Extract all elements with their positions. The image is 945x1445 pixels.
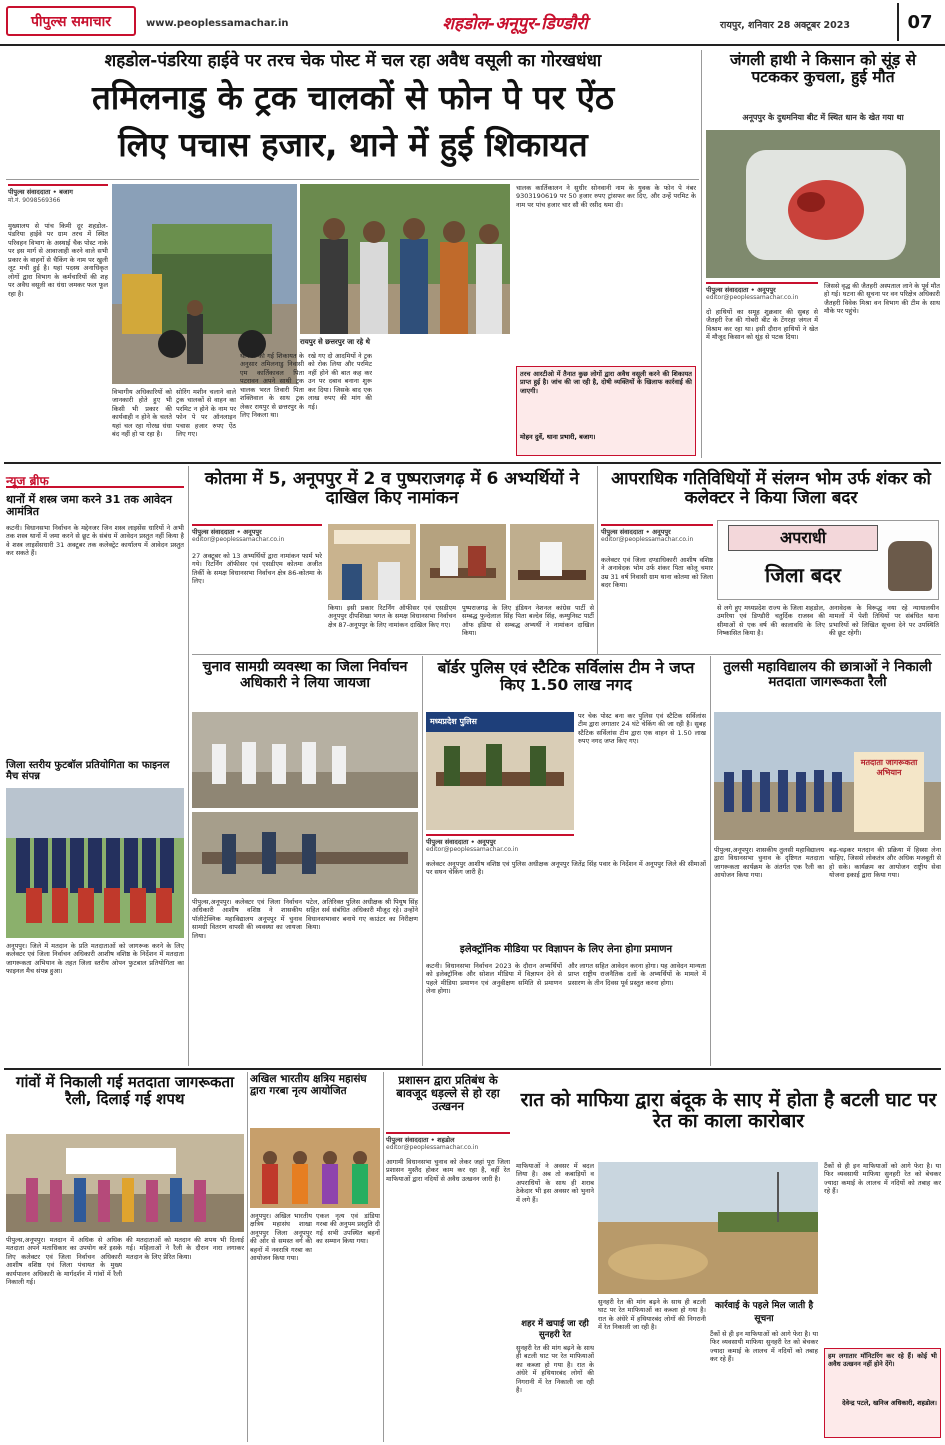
section-rule-2 (192, 654, 941, 655)
border-col-2: कलेक्टर अनूपपुर आशीष वशिष्ठ एवं पुलिस अधीक्षक अनूपपुर जितेंद्र सिंह पवार के निर्देशन में अनूपपुर जिले की सीमाओं पर सघन चेकिंग जारी है। (426, 860, 706, 877)
sand-col-3: टैंकों से ही इन माफियाओं को आगे फेरा है। या फिर व्यवसायी माफिया सुनहरी रेत को बेचकर ज्यादा कमाई के लालच में नदियों को तबाह कर रहे हैं। (710, 1330, 818, 1364)
nomination-office-illustration-3 (510, 524, 594, 600)
lead-col-1: मुख्यालय से पांच किमी दूर शहडोल-पंडरिया हाईवे पर ग्राम तरच में स्थित परिवहन विभाग के अस्थाई चैक पोस्ट नाके पर इस मार्ग से आवाजाही करने वाले सभी प्रकार के वाहनों से चैकिंग के नाम पर खुली लूट मची हुई है। यहां पदस्थ अनाधिकृत लोगों द्वारा विभाग के कर्मचारियों की शह पर अवैध वसूली का धंधा जमकर फल फूल रहा है। (8, 222, 108, 298)
page-number (897, 3, 941, 41)
lead-col-2: विभागीय अधिकारियों को जानकारी होते हुए भी किसी भी प्रकार की कार्यवाही न होने के चलते यहां चल रहा गोरख धंधा बंद नहीं हो पा रहा है। (112, 388, 172, 439)
prashasan-headline: प्रशासन द्वारा प्रतिबंध के बावजूद धड़ल्ले से हो रहा उत्खनन (396, 1073, 500, 1113)
sand-col-2: टैंकों से ही इन माफियाओं को आगे फेरा है। या फिर व्यवसायी माफिया सुनहरी रेत को बेचकर ज्यादा कमाई के लालच में नदियों को तबाह कर रहे हैं। (824, 1162, 941, 1196)
sand-ghat-illustration (598, 1162, 818, 1294)
jila-badar-sign-bottom (728, 561, 878, 595)
lead-kicker: शहडोल-पंडरिया हाईवे पर तरच चेक पोस्ट में चल रहा अवैध वसूली का गोरखधंधा (104, 51, 602, 71)
electronic-col-1: कटनी। विधानसभा निर्वाचन 2023 के दौरान अभ्यर्थियों को इलेक्ट्रॉनिक और सोशल मीडिया में विज्ञापन देने से पहले मीडिया प्रमाणन एवं अनुवीक्षण समिति से प्रमाणन लेना होगा। (426, 962, 562, 996)
elephant-col-2: जिससे वृद्ध की जैतहरी अस्पताल लाने के पूर्व मौत हो गई। घटना की सूचना पर वन परिक्षेत्र अधिकारी जैतहरी विवेक मिश्रा वन विभाग की टीम के साथ मौके पर पहुंचे। (824, 282, 940, 316)
sand-subhead-1: शहर में खपाई जा रही सुनहरी रेत (521, 1319, 589, 1340)
gaon-headline: गांवों में निकाली गई मतदाता जागरूकता रैली, दिलाई गई शपथ (16, 1073, 234, 1108)
elephant-email: editor@peoplessamachar.co.in (706, 294, 799, 301)
lead-rule (6, 179, 699, 180)
badmash-byline-text: पीपुल्स संवाददाता • अनूपपुर (601, 528, 671, 536)
garba-illustration (250, 1128, 380, 1208)
prashasan-byline (386, 1132, 510, 1151)
border-photo (426, 712, 574, 830)
material-inspection-illustration-1 (192, 712, 418, 808)
lead-byline-text: पीपुल्स संवाददाता • बजाग (8, 188, 73, 196)
sign-jila-badar-text: जिला बदर (765, 563, 841, 587)
logo-text: पीपुल्स समाचार (30, 13, 112, 30)
lead-col-3: सोरिंग मशीन चलाने वाले ट्रक चालकों से वाहन का परमिट न होने के नाम पर फोन पे पर ऑनलाइन पचास हजार रुपए ऐंठ लिए गए। (176, 388, 236, 439)
prashasan-col-2: माफियाओं ने अवसर में बदल लिया है। अब तो कबाड़ियों व अपराधियों के साथ ही शराब ठेकेदार भी इस अवसर को भुनाने में लगे हैं। (516, 1162, 594, 1204)
football-team-photo (6, 788, 184, 938)
men-illustration (300, 184, 510, 334)
sign-apradhi-text: अपराधी (780, 528, 826, 547)
brief-divider (188, 466, 189, 1066)
col-divider-right (701, 50, 702, 458)
sand-headline: रात को माफिया द्वारा बंदूक के साए में होता है बटली घाट पर रेत का काला कारोबार (520, 1089, 937, 1133)
tulsi-col-1: पीपुल्स,अनूपपुर। शासकीय तुलसी महाविद्यालय द्वारा विधानसभा चुनाव के दृष्टिगत मतदाता जागरूकता कार्यक्रम के अंतर्गत एक रैली का आयोजन किया गया। (714, 846, 824, 880)
border-email: editor@peoplessamachar.co.in (426, 846, 519, 853)
masthead-logo (6, 6, 136, 36)
news-brief-label (6, 470, 184, 488)
dateline: रायपुर, शनिवार 28 अक्टूबर 2023 (720, 20, 850, 31)
brief-1-body: कटनी। विधानसभा निर्वाचन के मद्देनजर जिन शस्त्र लाइसेंस धारियों ने अभी तक शस्त्र थानों में जमा करने से छूट के संबंध में आवेदन प्रस्तुत नहीं किया है वे शस्त्र लाइसेंसधारी 31 अक्टूबर तक कलेक्ट्रेट कार्यालय में आवेदन प्रस्तुत कर सकते हैं। (6, 524, 184, 558)
nomination-photo-3 (510, 524, 594, 600)
nomination-headline: कोतमा में 5, अनूपपुर में 2 व पुष्पराजगढ़ में 6 अभ्यर्थियों ने दाखिल किए नामांकन (204, 469, 580, 509)
nomination-email: editor@peoplessamachar.co.in (192, 536, 285, 543)
website: www.peoplessamachar.in (146, 18, 289, 29)
brief-2-headline: जिला स्तरीय फुटबॉल प्रतियोगिता का फाइनल मैच संपन्न (6, 760, 170, 783)
sand-col-1: सुनहरी रेत की मांग बढ़ने के साथ ही बटली घाट पर रेत माफियाओं का कब्जा हो गया है। रात के अंधेरे में हथियारबंद लोगों की निगरानी में रेत निकाली जा रही है। (516, 1344, 594, 1395)
badmash-headline: आपराधिक गतिविधियों में संलग्न भोम उर्फ शंकर को कलेक्टर ने किया जिला बदर (611, 469, 931, 509)
brief-2-body: अनूपपुर। जिले में मतदान के प्रति मतदाताओं को जागरूक करने के लिए कलेक्टर एवं जिला निर्वाचन अधिकारी आशीष वशिष्ठ के निर्देशन में मतदाता जागरूकता अभियान के तहत जिला स्तरीय ओपन फुटबाल प्रतियोगिता का फाइनल मैच संपन्न हुआ। (6, 942, 184, 976)
garba-headline: अखिल भारतीय क्षत्रिय महासंघ द्वारा गरबा नृत्य आयोजित (250, 1073, 367, 1097)
prashasan-col-1: आगामी विधानसभा चुनाव को लेकर जहां पूरा जिला प्रशासन मुस्तैद होकर काम कर रहा है, वहीं रेत माफियाओं द्वारा नदियों से अवैध उत्खनन जारी है। (386, 1158, 510, 1183)
lead-quote: तरच आरटीओ में तैनात कुछ लोगों द्वारा अवैध वसूली करने की शिकायत प्राप्त हुई है। जांच की जा रही है, दोषी व्यक्तियों के खिलाफ कार्रवाई की जाएगी। (520, 370, 692, 395)
badmash-col-2: से लगे हुए मध्यप्रदेश राज्य के जिला शहडोल, उमरिया एवं डिण्डौरी चतुर्दिक राजस्व की सीमाओं से एक वर्ष की कालावधि के लिए निष्कासित किया है। (717, 604, 825, 638)
garba-col-1: अनूपपुर। अखिल भारतीय क्षत्रिय महासंघ शाखा अनूपपुर जिला अनूपपुर की ओर से समस्त वर्ग की बहनों में नवरात्रि गरबा का आयोजन किया गया। (250, 1212, 312, 1263)
jila-badar-sign-top (728, 525, 878, 551)
section-text: शहडोल-अनूपुर-डिण्डौरी (442, 13, 588, 34)
lead-col-6: चालक कार्तिकालन ने सुधीर सोनवानी नाम के युवक के फोन पे नंबर 9303190619 पर 50 हजार रुपए ट्रांसफर कर दिए, और उन्हें परमिट के नाम पर पांच हजार चार सौ की रसीद थमा दी। (516, 184, 696, 209)
lead-col-5: रखे गए दो आदमियों ने ट्रक को रोक लिया और परमिट नहीं होने की बात कह कर उन पर दबाव बनाना शुरू कर दिया। जिसके बाद एक लाख रुपए की मांग की गई। (308, 352, 372, 411)
sand-quote-author: देवेन्द्र पटले, खनिज अधिकारी, शहडोल। (842, 1399, 937, 1407)
nomination-office-illustration-1 (328, 524, 416, 600)
lead-photo-caption: रायपुर से छत्तरपुर जा रहे थे (300, 338, 370, 346)
lead-col-4: थाने में की गई शिकायत के अनुसार तमिलनाडु निवासी एम कार्तिकावल पिता पटरावन अपने साथी ट्रक चालक भरत तिवारी पिता शक्तिवाल के साथ ट्रक लेकर रायपुर से छत्तरपुर के लिए निकला था। (240, 352, 304, 420)
material-photo-1 (192, 712, 418, 808)
garba-photo (250, 1128, 380, 1208)
border-byline-text: पीपुल्स संवाददाता • अनूपपुर (426, 838, 496, 846)
lead-headline-1: तमिलनाडु के ट्रक चालकों से फोन पे पर ऐंठ (92, 78, 614, 117)
nomination-col-1: 27 अक्टूबर को 13 अभ्यर्थियों द्वारा नामांकन फार्म भरे गये। रिटर्निंग ऑफीसर एवं एसडीएम कोतमा अजीत तिर्की के समक्ष विधानसभा निर्वाचन क्षेत्र 86-कोतमा के लिए। (192, 552, 322, 586)
border-headline: बॉर्डर पुलिस एवं स्टैटिक सर्विलांस टीम ने जप्त किए 1.50 लाख नगद (437, 659, 695, 695)
sand-photo (598, 1162, 818, 1294)
border-byline (426, 834, 574, 853)
nomination-office-illustration-2 (420, 524, 506, 600)
tulsi-photo (714, 712, 941, 840)
prashasan-byline-text: पीपुल्स संवाददाता • शहडोल (386, 1136, 455, 1144)
garba-divider (383, 1072, 384, 1442)
news-brief-label-text: न्यूज ब्रीफ (6, 474, 49, 488)
masthead (0, 0, 945, 46)
lead-quote-author: मोहन दुर्वे, थाना प्रभारी, बजाग। (520, 433, 596, 441)
tulsi-headline: तुलसी महाविद्यालय की छात्राओं ने निकाली मतदाता जागरूकता रैली (723, 659, 932, 691)
lead-mobile: मो.नं. 9098569366 (8, 197, 61, 204)
nomination-divider (597, 466, 598, 654)
nomination-photo-1 (328, 524, 416, 600)
badmash-email: editor@peoplessamachar.co.in (601, 536, 694, 543)
tulsi-col-2: बढ़-चढ़कर मतदान की प्रक्रिया में हिस्सा लेना चाहिए, जिससे लोकतंत्र और अधिक मजबूती से हो सके। कार्यक्रम का आयोजन राष्ट्रीय सेवा योजना इकाई द्वारा किया गया। (829, 846, 941, 880)
victim-illustration (706, 130, 940, 278)
material-col-2: पटेल, अतिरिक्त पुलिस अधीक्षक श्री पियूष सिंह सहित सर्व संबंधित अधिकारी मौजूद रहे। उन्होंने विधानसभावार बनाये गए काउंटर का निरीक्षण किया। (306, 898, 418, 932)
badmash-col-3: अनावेदक के विरूद्ध नया रहे न्यायालयीन मामलों में पेशी तिथियों पर संबंधित थाना प्रभारियों को लिखित सूचना देने पर उपस्थिति की छूट रहेगी। (829, 604, 939, 638)
garba-col-2: एकल नृत्य एवं डांडिया गरबा की अनुपम प्रस्तुति दी गई सभी उपस्थित बहनों का सम्मान किया गया। (316, 1212, 380, 1246)
gaon-col-1: पीपुल्स,अनूपपुर। मतदान में अधिक से अधिक मतदाता अपने मताधिकार का उपयोग करें इसके लिए कलेक्टर एवं जिला निर्वाचन अधिकारी आशीष वशिष्ठ एवं जिला पंचायत के मुख्य कार्यपालन अधिकारी के मार्गदर्शन में गांवों में रैली निकाली गई। (6, 1236, 122, 1287)
elephant-byline-text: पीपुल्स संवाददाता • अनूपपुर (706, 286, 776, 294)
sand-quote: हम लगातार मॉनिटरिंग कर रहे हैं। कोई भी अवैध उत्खनन नहीं होने देंगे। (828, 1352, 937, 1369)
nomination-byline-text: पीपुल्स संवाददाता • अनूपपुर (192, 528, 262, 536)
lead-quote-box (516, 366, 696, 456)
sand-quote-box (824, 1348, 941, 1438)
elephant-col-1: दो हाथियों का समूह शुक्रवार की सुबह से जैतहरी रेंज की गोबरी बीट के टेंगरहा जंगल में विश्राम कर रहा था। इसी दौरान हाथियों ने खेत में मौजूद किसान को सूंड़ से पटक दिया। (706, 308, 818, 342)
elephant-photo (706, 130, 940, 278)
page-number-text: 07 (907, 11, 933, 33)
jila-badar-sign (717, 520, 939, 600)
nomination-col-3: पुष्पराजगढ़ के लिए इंडियन नेशनल कांग्रेस पार्टी से सम्बद्ध फुन्देलाल सिंह पिता बल्देव सिंह, कम्युनिस्ट पार्टी ऑफ इंडिया से सम्बद्ध अभ्यर्थी ने नामांकन दाखिल किया। (462, 604, 594, 638)
brief-1-headline: थानों में शस्त्र जमा करने 31 तक आवेदन आमंत्रित (6, 493, 173, 519)
section-rule-1 (4, 462, 941, 464)
material-headline: चुनाव सामग्री व्यवस्था का जिला निर्वाचन अधिकारी ने लिया जायजा (202, 659, 408, 691)
badmash-byline (601, 524, 713, 543)
prashasan-email: editor@peoplessamachar.co.in (386, 1144, 479, 1151)
border-col-1: पर चेक पोस्ट बना कर पुलिस एवं स्टैटिक सर्विलांस टीम द्वारा लगातार 24 घंटे चेकिंग की जा रही है। सुबह स्टैटिक सर्विलांस टीम द्वारा एक वाहन से 1.50 लाख रुपए नगद जप्त किए गए। (578, 712, 706, 746)
sand-subhead-2: कार्रवाई के पहले मिल जाती है सूचना (714, 1301, 814, 1324)
border-photo-label: मध्यप्रदेश पुलिस (430, 717, 477, 726)
electronic-col-2: और लागत सहित आवेदन करना होगा। यह आवेदन मान्यता प्राप्त राष्ट्रीय राजनैतिक दलों के अभ्यर्थियों के मामले में प्रसारण के तीन दिवस पूर्व प्रस्तुत करना होगा। (568, 962, 706, 987)
elephant-headline: जंगली हाथी ने किसान को सूंड़ से पटककर कुचला, हुई मौत (729, 51, 917, 87)
gaon-photo (6, 1134, 244, 1232)
elephant-deck: अनूपपुर के दुधमनिया बीट में स्थित धान के खेत गया था (742, 113, 904, 122)
material-inspection-illustration-2 (192, 812, 418, 894)
section-rule-3 (4, 1068, 941, 1070)
border-divider (710, 656, 711, 1066)
nomination-col-2: किया। इसी प्रकार रिटर्निंग ऑफीसर एवं एसडीएम अनूपपुर दीपशिखा भगत के समक्ष विधानसभा निर्वाचन क्षेत्र 87-अनूपपुर के लिए नामांकन दाखिल किए गए। (328, 604, 456, 629)
nomination-byline (192, 524, 322, 543)
lead-headline-2: लिए पचास हजार, थाने में हुई शिकायत (118, 125, 588, 164)
lead-photo-men (300, 184, 510, 334)
nomination-photo-2 (420, 524, 506, 600)
section-title (395, 4, 635, 40)
tulsi-banner: मतदाता जागरूकता अभियान (860, 758, 918, 778)
electronic-headline: इलेक्ट्रॉनिक मीडिया पर विज्ञापन के लिए लेना होगा प्रमाणन (459, 944, 673, 955)
sand-col-1b: सुनहरी रेत की मांग बढ़ने के साथ ही बटली घाट पर रेत माफियाओं का कब्जा हो गया है। रात के अंधेरे में हथियारबंद लोगों की निगरानी में रेत निकाली जा रही है। (598, 1298, 706, 1332)
elephant-byline (706, 282, 818, 301)
material-divider (422, 656, 423, 1066)
handcuff-hand (888, 541, 932, 591)
checkpost-illustration (426, 712, 574, 830)
material-photo-2 (192, 812, 418, 894)
lead-byline (8, 184, 108, 204)
gaon-divider (247, 1072, 248, 1442)
material-col-1: पीपुल्स,अनूपपुर। कलेक्टर एवं जिला निर्वाचन अधिकारी आशीष वशिष्ठ ने शासकीय पॉलीटेक्निक महाविद्यालय अनूपपुर में चुनाव सामग्री वितरण वापसी की व्यवस्था का जायजा लिया। (192, 898, 302, 940)
football-team-illustration (6, 788, 184, 938)
gaon-col-2: की मतदाताओं को मतदान की शपथ भी दिलाई गई। महिलाओं ने रैली के दौरान नारा लगाकर मतदान के लिए प्रेरित किया। (126, 1236, 244, 1261)
village-rally-illustration (6, 1134, 244, 1232)
badmash-col-1: कलेक्टर एवं जिला दण्डाधिकारी आशीष वशिष्ठ ने अनावेदक भोम उर्फ शंकर पिता कोलू चमार उम्र 31 वर्ष निवासी ग्राम थाना कोतमा को जिला बदर किया। (601, 556, 713, 590)
